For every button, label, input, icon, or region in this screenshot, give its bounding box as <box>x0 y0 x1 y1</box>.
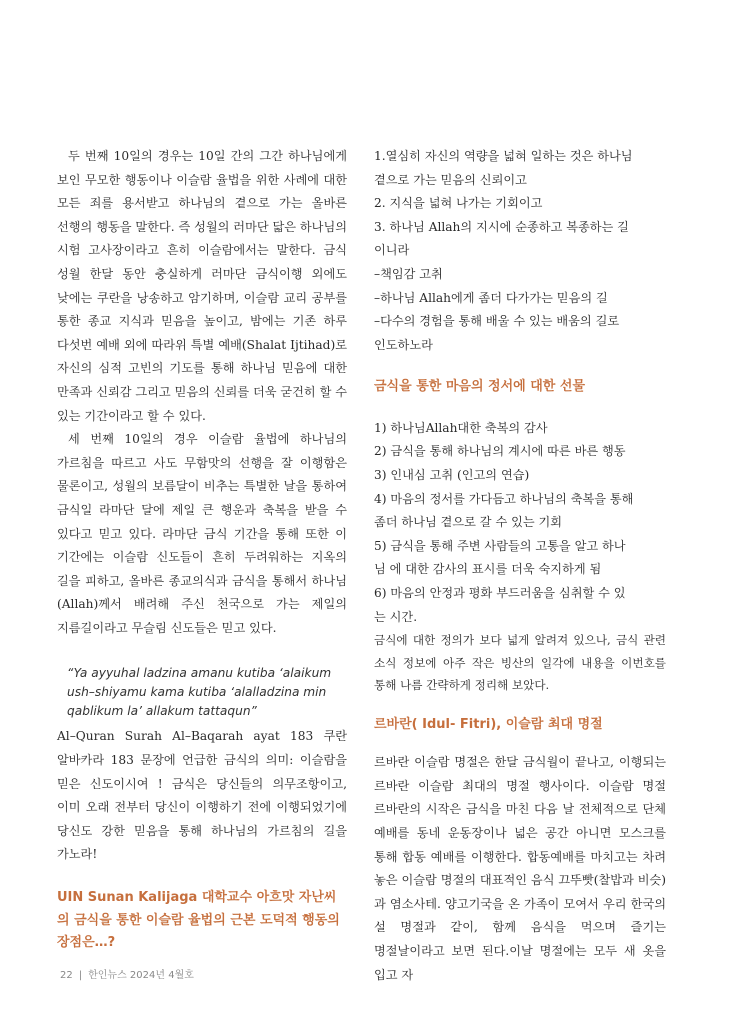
list-virtues <box>374 145 666 357</box>
list-item: 는 시간. <box>374 609 418 624</box>
list-item: 좀더 하나님 곁으로 갈 수 있는 기회 <box>374 515 563 530</box>
publication-name: 한인뉴스 2024년 4월호 <box>88 970 194 981</box>
page-number: 22 <box>60 970 73 981</box>
list-item: 2) 금식을 통해 하나님의 계시에 따른 바른 행동 <box>374 444 626 459</box>
list-item: 6) 마음의 안정과 평화 부드러움을 심취할 수 있 <box>374 586 626 600</box>
body-paragraph: 두 번째 10일의 경우는 10일 간의 그간 하나님에게 보인 무모한 행동이나 이슬람 율법을 위한 사례에 대한 모든 죄를 용서받고 하나님의 곁으로 가는 올바른 선행의 행동을 말한다. 즉 성월의 러마단 닯은 하나님의 시험 고사장이라고 흔히 이슬람에서는 말한다. 금식 성월 한달 동안 충실하게 러마단 금식이행 외에도 낮에는 쿠란을 낭송하고 암기하며, 이슬람 교리 공부를 통한 종교 지식과 믿음을 높이고, 밤에는 기존 하루 다섯번 예배 외에 따라위 특별 예배(Shalat Ijtihad)로 자신의 심적 고빈의 기도를 통해 하나님 믿음에 대한 만족과 신뢰감 그리고 믿음의 신뢰를 더욱 굳건히 할 수 있는 기간이라고 할 수 있다. <box>57 149 348 423</box>
section-heading: 금식을 통한 마음의 정서에 대한 선물 <box>374 379 585 395</box>
list-item: 님 에 대한 감사의 표시를 더욱 숙지하게 됨 <box>374 562 602 577</box>
body-paragraph: 세 번째 10일의 경우 이슬람 율법에 하나님의 가르침을 따르고 사도 무함맛의 선행을 잘 이행함은 물론이고, 성월의 보름달이 비추는 특별한 날을 통하여 금식일 라마단 달에 제일 큰 행운과 축복을 받을 수 있다고 믿고 있다. 라마단 금식 기간을 통해 또한 이 기간에는 이슬람 신도들이 흔히 두려워하는 지옥의 길을 피하고, 올바른 종교의식과 금식을 통해서 하나님(Allah)께서 배려해 주신 천국으로 가는 제일의 지름길이라고 무슬림 신도들은 믿고 있다. <box>57 432 347 635</box>
list-item: 1) 하나님Allah대한 축복의 감사 <box>374 420 548 435</box>
list-item: –책임감 고취 <box>374 266 443 281</box>
list-item: 곁으로 가는 믿음의 신뢰이고 <box>374 172 527 187</box>
page-footer <box>60 966 194 981</box>
list-item: 3. 하나님 Allah의 지시에 순종하고 복종하는 길 <box>374 219 629 234</box>
list-gifts <box>374 417 666 629</box>
footer-separator: | <box>78 970 83 981</box>
body-paragraph: 르바란 이슬람 명절은 한달 금식월이 끝나고, 이행되는 르바란 이슬람 최대의 명절 행사이다. 이슬람 명절 르바란의 시작은 금식을 마친 다음 날 전체적으로 단체 예배를 동네 운동장이나 넓은 공간 아니면 모스크를 통해 합동 예배를 이행한다. 합동예배를 마치고는 차려 놓은 이슬람 명절의 대표적인 음식 끄뚜빳(찰밥과 비슷)과 염소사테. 양고기국을 온 가족이 모여서 우리 한국의 설 명절과 같이, 함께 음식을 먹으며 즐기는 명절날이라고 보면 된다.이날 명절에는 모두 새 옷을 입고 자 <box>374 755 666 982</box>
left-column <box>57 145 347 955</box>
list-item: 1.열심히 자신의 역량을 넓혀 일하는 것은 하나님 <box>374 149 633 163</box>
list-item: 3) 인내심 고취 (인고의 연습) <box>374 468 530 483</box>
list-item: –다수의 경험을 통해 배울 수 있는 배움의 길로 <box>374 314 620 329</box>
list-item: –하나님 Allah에게 좀더 다가가는 믿음의 길 <box>374 290 608 305</box>
list-item: 5) 금식을 통해 주변 사람들의 고통을 알고 하나 <box>374 538 626 553</box>
list-item: 이니라 <box>374 243 410 258</box>
list-item: 2. 지식을 넓혀 나가는 기회이고 <box>374 196 543 211</box>
list-item: 인도하노라 <box>374 337 433 352</box>
quran-quote: “Ya ayyuhal ladzina amanu kutiba ‘alaikum ush–shiyamu kama kutiba ‘alalladzina min qablikum la’ allakum tattaqun” <box>67 666 332 719</box>
right-column <box>374 145 666 987</box>
section-heading: 르바란( Idul- Fitri), 이슬람 최대 명절 <box>374 716 603 732</box>
body-paragraph: Al–Quran Surah Al–Baqarah ayat 183 쿠란 알바카라 183 문장에 언급한 금식의 의미: 이슬람을 믿은 신도이시여 ! 금식은 당신들의 의무조항이고, 이미 오래 전부터 당신이 이행하기 전에 이행되었기에 당신도 강한 믿음을 통해 하나님의 가르침의 길을 가노라! <box>57 729 347 862</box>
body-paragraph: 금식에 대한 정의가 보다 넓게 알려져 있으나, 금식 관련 소식 정보에 아주 작은 빙산의 일각에 내용을 이번호를 통해 나름 간략하게 정리해 보았다. <box>374 633 666 693</box>
list-item: 4) 마음의 정서를 가다듬고 하나님의 축복을 통해 <box>374 491 634 506</box>
section-heading: UIN Sunan Kalijaga 대학교수 아흐맛 자난씨의 금식을 통한 이슬람 율법의 근본 도덕적 행동의 장점은…? <box>57 890 340 951</box>
